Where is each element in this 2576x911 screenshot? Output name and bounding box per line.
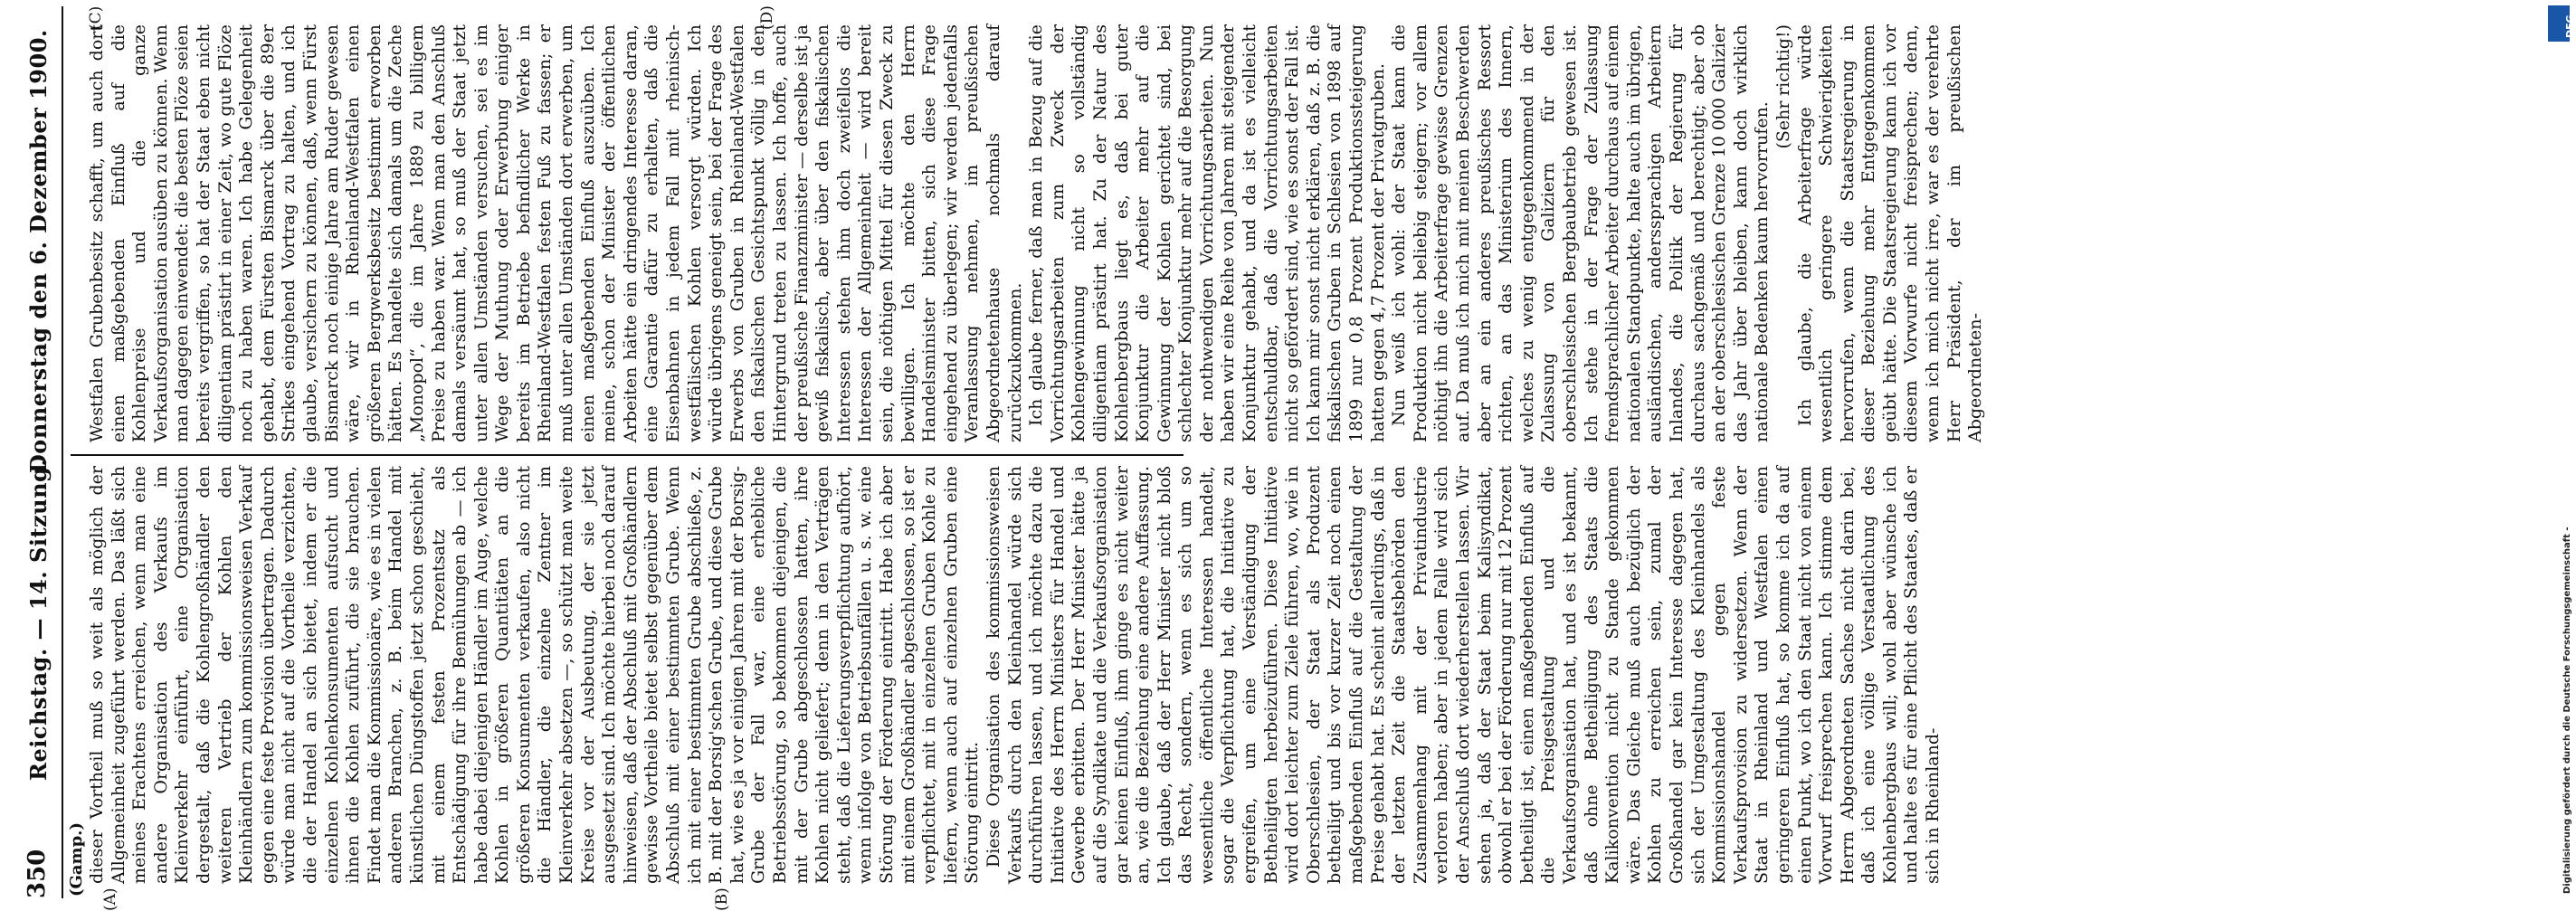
header-date: Donnerstag den 6. Dezember 1900. <box>25 29 52 473</box>
left-column <box>87 466 1944 884</box>
paragraph: Diese Organisation des kommissionsweisen Verkaufs durch den Kleinhandel würde sich durchführen lassen, und ich möchte dazu die Initiative des Herrn Ministers für Handel und Gewerbe erbitten. Der Herr Minister hätte ja auf die Syndikate und die Verkaufsorganisation gar keinen Einfluß, ihm ginge es nicht weiter an, wie die Beziehung eine andere Auffassung. Ich glaube, daß der Herr Minister nicht bloß das Recht, sondern, wenn es sich um so wesentliche öffentliche Interessen handelt, sogar die Verpflichtung hat, die Initiative zu ergreifen, um eine Verständigung der Betheiligten herbeizuführen. Diese Initiative wird dort leichter zum Ziele führen, wo, wie in Oberschlesien, der Staat als Produzent betheiligt und bis vor kurzer Zeit noch einen maßgebenden Einfluß auf die Gestaltung der Preise gehabt hat. Es scheint allerdings, daß in der letzten Zeit die Staatsbehörden den Zusammenhang mit der Privatindustrie verloren haben; aber in jedem Falle wird sich der Anschluß dort wiederherstellen lassen. Wir sehen ja, daß der Staat beim Kalisyndikat, obwohl er bei der Förderung nur mit 12 Prozent betheiligt ist, einen maßgebenden Einfluß auf die Preisgestaltung und die Verkaufsorganisation hat, und es ist bekannt, daß ohne Betheiligung des Staats die Kalikonvention nicht zu Stande gekommen wäre. Das Gleiche muß auch bezüglich der Kohlen zu erreichen sein, zumal der Großhandel gar kein Interesse dagegen hat, sich der Umgestaltung des Kleinhandels als Kommissionshandel gegen feste Verkaufsprovision zu widersetzen. Wenn der Staat in Rheinland und Westfalen einen geringeren Einfluß hat, so komme ich da auf einen Punkt, wo ich den Staat nicht von einem Vorwurf freisprechen kann. Ich stimme dem Herrn Abgeordneten Sachse nicht darin bei, daß ich eine völlige Verstaatlichung des Kohlenbergbaus will; wohl aber wünsche ich und halte es für eine Pflicht des Staates, daß er sich in Rheinland- <box>983 466 1944 884</box>
page-number: 350 <box>24 849 51 898</box>
paragraph: dieser Vortheil muß so weit als möglich der Allgemeinheit zugeführt werden. Das läßt sich meines Erachtens erreichen, wenn man eine andere Organisation des Verkaufs im Kleinverkehr einführt, eine Organisation dergestalt, daß die Kohlengroßhändler den weiteren Vertrieb der Kohlen den Kleinhändlern zum kommissionsweisen Verkauf gegen eine feste Provision übertragen. Dadurch würde man nicht auf die Vortheile verzichten, die der Handel an sich bietet, indem er die einzelnen Kohlenkonsumenten aufsucht und ihnen die Kohlen zuführt, die sie brauchen. Findet man die Kommissionäre, wie es in vielen anderen Branchen, z. B. beim Handel mit künstlichen Düngstoffen jetzt schon geschieht, mit einem festen Prozentsatz als Entschädigung für ihre Bemühungen ab — ich habe dabei diejenigen Händler im Auge, welche Kohlen in größeren Quantitäten an die größeren Konsumenten verkaufen, also nicht die Händler, die einzelne Zentner im Kleinverkehr absetzen —, so schützt man weite Kreise vor der Ausbeutung, der sie jetzt ausgesetzt sind. Ich möchte hierbei noch darauf hinweisen, daß der Abschluß mit Großhändlern gewisse Vortheile bietet selbst gegenüber dem Abschluß mit einer bestimmten Grube. Wenn ich mit einer bestimmten Grube abschließe, z. B. mit der Borsig'schen Grube, und diese Grube hat, wie es ja vor einigen Jahren mit der Borsig-Grube der Fall war, eine erhebliche Betriebsstörung, so bekommen diejenigen, die mit der Grube abgeschlossen hatten, ihre Kohlen nicht geliefert; denn in den Verträgen steht, daß die Lieferungsverpflichtung aufhört, wenn infolge von Betriebsunfällen u. s. w. eine Störung der Förderung eintritt. Habe ich aber mit einem Großhändler abgeschlossen, so ist er verpflichtet, mit in einzelnen Gruben Kohle zu liefern, wenn auch auf einzelnen Gruben eine Störung eintritt. <box>87 466 983 884</box>
interjection: (Sehr richtig!) <box>1773 24 1793 149</box>
right-column <box>87 24 1986 442</box>
dfg-logo-text: DFG <box>2564 14 2576 38</box>
margin-marker-b: (B) <box>713 887 731 911</box>
document-page <box>7 5 1986 911</box>
column-divider <box>71 454 1183 456</box>
speaker-tag: (Gamp.) <box>67 822 86 897</box>
paragraph: Ich glaube ferner, daß man in Bezug auf die Vorrichtungsarbeiten zum Zweck der Kohlengewinnung nicht so vollständig diligentiam prästirt hat. Zu der Natur des Kohlenbergbaus liegt es, daß bei guter Konjunktur die Arbeiter mehr auf die Gewinnung der Kohlen gerichtet sind, bei schlechter Konjunktur mehr auf die Besorgung der nothwendigen Vorrichtungsarbeiten. Nun haben wir eine Reihe von Jahren mit steigender Konjunktur gehabt, und da ist es vielleicht entschuldbar, daß die Vorrichtungsarbeiten nicht so gefördert sind, wie es sonst der Fall ist. Ich kann mir sonst nicht erklären, daß z. B. die fiskalischen Gruben in Schlesien von 1898 auf 1899 nur 0,8 Prozent Produktionssteigerung hatten gegen 4,7 Prozent der Privatgruben. <box>1026 24 1388 442</box>
margin-marker-d: (D) <box>758 5 776 30</box>
paragraph: Ich glaube, die Arbeiterfrage würde wesentlich geringere Schwierigkeiten hervorrufen, wenn die Staatsregierung in dieser Beziehung mehr Entgegenkommen geübt hätte. Die Staatsregierung kann ich vor diesem Vorwurfe nicht freisprechen; denn, wenn ich mich nicht irre, war es der verehrte Herr Präsident, der im preußischen Abgeordneten- <box>1794 24 1986 442</box>
paragraph: Nun weiß ich wohl: der Staat kann die Produktion nicht beliebig steigern; vor allem nöthigt ihn die Arbeiterfrage gewisse Grenzen auf. Da muß ich mich mit meinen Beschwerden aber an ein anderes preußisches Ressort richten, an das Ministerium des Innern, welches zu wenig entgegenkommend in der Zulassung von Galiziern für den oberschlesischen Bergbaubetrieb gewesen ist. Ich stehe in der Frage der Zulassung fremdsprachlicher Arbeiter durchaus auf einem nationalen Standpunkte, halte auch im übrigen, ausländischen, anderssprachigen Arbeitern Inlandes, die Politik der Regierung für durchaus sachgemäß und berechtigt; aber ob an der oberschlesischen Grenze 10 000 Galizier das Jahr über bleiben, kann doch wirklich nationale Bedenken kaum hervorrufen. <box>1389 24 1773 442</box>
header-rule <box>62 6 63 898</box>
page-header <box>20 6 56 898</box>
dfg-logo <box>2548 5 2576 42</box>
header-session-title: Reichstag. — 14. Sitzung. <box>25 458 52 781</box>
digitization-note: Digitalisierung gefördert durch die Deutsche Forschungsgemeinschaft - <box>2562 527 2572 894</box>
paragraph: Westfalen Grubenbesitz schafft, um auch dort einen maßgebenden Einfluß auf die Kohlenpreise und die ganze Verkaufsorganisation ausüben zu können. Wenn man dagegen einwendet: die besten Flöze seien bereits vergriffen, so hat der Staat eben nicht diligentiam prästirt in einer Zeit, wo gute Flöze noch zu haben waren. Ich habe Gelegenheit gehabt, dem Fürsten Bismarck über die 89er Strikes eingehend Vortrag zu halten, und ich glaube, versichern zu können, daß, wenn Fürst Bismarck noch einige Jahre am Ruder gewesen wäre, wir in Rheinland-Westfalen einen größeren Bergwerksbesitz bestimmt erworben hätten. Es handelte sich damals um die Zeche „Monopol“, die im Jahre 1889 zu billigem Preise zu haben war. Wenn man den Anschluß damals versäumt hat, so muß der Staat jetzt unter allen Umständen versuchen, sei es im Wege der Muthung oder Erwerbung einiger bereits im Betriebe befindlicher Werke in Rheinland-Westfalen festen Fuß zu fassen; er muß unter allen Umständen dort erwerben, um einen maßgebenden Einfluß auszuüben. Ich meine, schon der Minister der öffentlichen Arbeiten hätte ein dringendes Interesse daran, eine Garantie dafür zu erhalten, daß die Eisenbahnen in jedem Fall mit rheinisch-westfälischen Kohlen versorgt würden. Ich würde übrigens geneigt sein, bei der Frage des Erwerbs von Gruben in Rheinland-Westfalen den fiskalischen Gesichtspunkt völlig in den Hintergrund treten zu lassen. Ich hoffe, auch der preußische Finanzminister — derselbe ist ja gewiß fiskalisch, aber über den fiskalischen Interessen stehen ihm doch zweifellos die Interessen der Allgemeinheit — wird bereit sein, die nöthigen Mittel für diesen Zweck zu bewilligen. Ich möchte den Herrn Handelsminister bitten, sich diese Frage eingehend zu überlegen; wir werden jedenfalls Veranlassung nehmen, im preußischen Abgeordnetenhause nochmals darauf zurückzukommen. <box>87 24 1025 442</box>
margin-marker-a: (A) <box>101 887 119 911</box>
margin-marker-c: (C) <box>87 5 105 30</box>
